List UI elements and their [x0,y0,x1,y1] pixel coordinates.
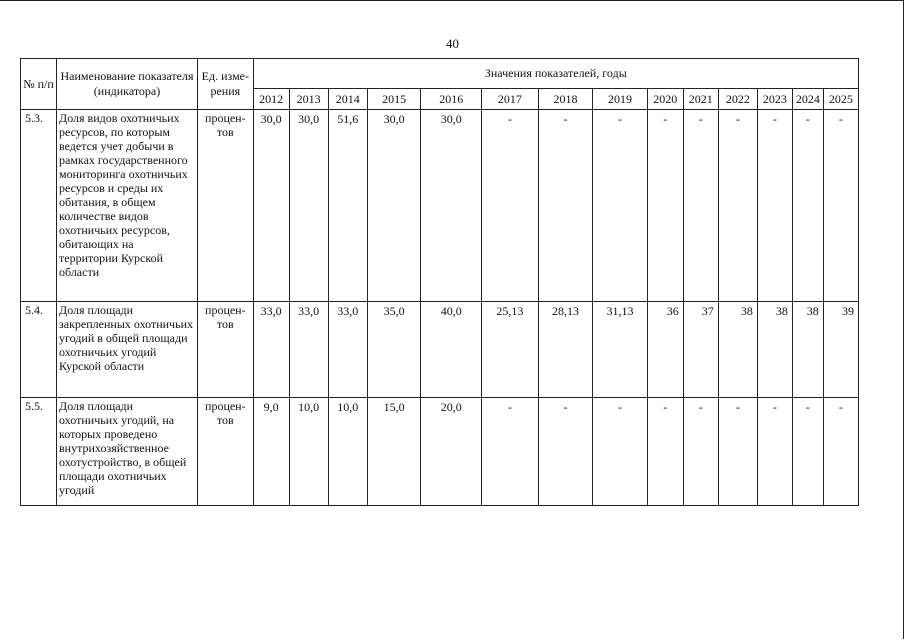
value-cell: - [538,398,593,506]
value-cell: 31,13 [593,302,648,398]
value-cell: 30,0 [421,110,482,302]
year-header: 2024 [792,89,823,110]
year-header: 2020 [647,89,683,110]
value-cell: - [718,398,757,506]
row-number: 5.3. [21,110,57,302]
year-header: 2025 [823,89,858,110]
header-values: Значения показателей, годы [253,59,858,89]
value-cell: 37 [683,302,718,398]
indicator-name: Доля площади охотничьих угодий, на которых проведено внутрихозяйственное охотустройство, в общей площади охотничьих угодий [57,398,198,506]
year-header: 2015 [367,89,421,110]
value-cell: 10,0 [328,398,367,506]
value-cell: 40,0 [421,302,482,398]
unit-cell: процен- тов [198,110,254,302]
value-cell: 30,0 [253,110,289,302]
value-cell: - [482,398,539,506]
year-header: 2022 [718,89,757,110]
value-cell: 20,0 [421,398,482,506]
value-cell: 28,13 [538,302,593,398]
year-header: 2012 [253,89,289,110]
value-cell: 30,0 [289,110,328,302]
header-unit: Ед. изме- рения [198,59,254,110]
table-row [21,302,859,398]
value-cell: - [593,398,648,506]
value-cell: - [647,110,683,302]
value-cell: 35,0 [367,302,421,398]
value-cell: 30,0 [367,110,421,302]
unit-cell: процен- тов [198,302,254,398]
value-cell: - [757,398,792,506]
header-num: № п/п [21,59,57,110]
year-header: 2019 [593,89,648,110]
value-cell: 38 [757,302,792,398]
year-header: 2017 [482,89,539,110]
value-cell: - [593,110,648,302]
value-cell: - [823,398,858,506]
value-cell: 36 [647,302,683,398]
value-cell: - [683,110,718,302]
value-cell: - [538,110,593,302]
year-header: 2018 [538,89,593,110]
unit-cell: процен- тов [198,398,254,506]
value-cell: - [823,110,858,302]
value-cell: 51,6 [328,110,367,302]
value-cell: 10,0 [289,398,328,506]
value-cell: 38 [792,302,823,398]
value-cell: 33,0 [253,302,289,398]
indicator-name: Доля видов охотничьих ресурсов, по которым ведется учет добычи в рамках государственного мониторинга охотничьих ресурсов и среды их обитания, в общем количестве видов охотничьих ресурсов, обитающих на территории Курской области [57,110,198,302]
value-cell: 25,13 [482,302,539,398]
value-cell: 39 [823,302,858,398]
row-number: 5.4. [21,302,57,398]
value-cell: - [647,398,683,506]
value-cell: 15,0 [367,398,421,506]
table-row [21,398,859,506]
table-row [21,110,859,302]
row-number: 5.5. [21,398,57,506]
year-header: 2014 [328,89,367,110]
year-header: 2023 [757,89,792,110]
header-name: Наименование показателя (индикатора) [57,59,198,110]
value-cell: 9,0 [253,398,289,506]
value-cell: - [792,110,823,302]
year-header: 2021 [683,89,718,110]
value-cell: - [718,110,757,302]
indicators-table [20,58,859,506]
year-header: 2013 [289,89,328,110]
value-cell: - [792,398,823,506]
page-number: 40 [446,36,459,51]
value-cell: - [683,398,718,506]
value-cell: 33,0 [289,302,328,398]
value-cell: 38 [718,302,757,398]
indicator-name: Доля площади закрепленных охотничьих угодий в общей площади охотничьих угодий Курской области [57,302,198,398]
value-cell: 33,0 [328,302,367,398]
value-cell: - [757,110,792,302]
year-header: 2016 [421,89,482,110]
value-cell: - [482,110,539,302]
